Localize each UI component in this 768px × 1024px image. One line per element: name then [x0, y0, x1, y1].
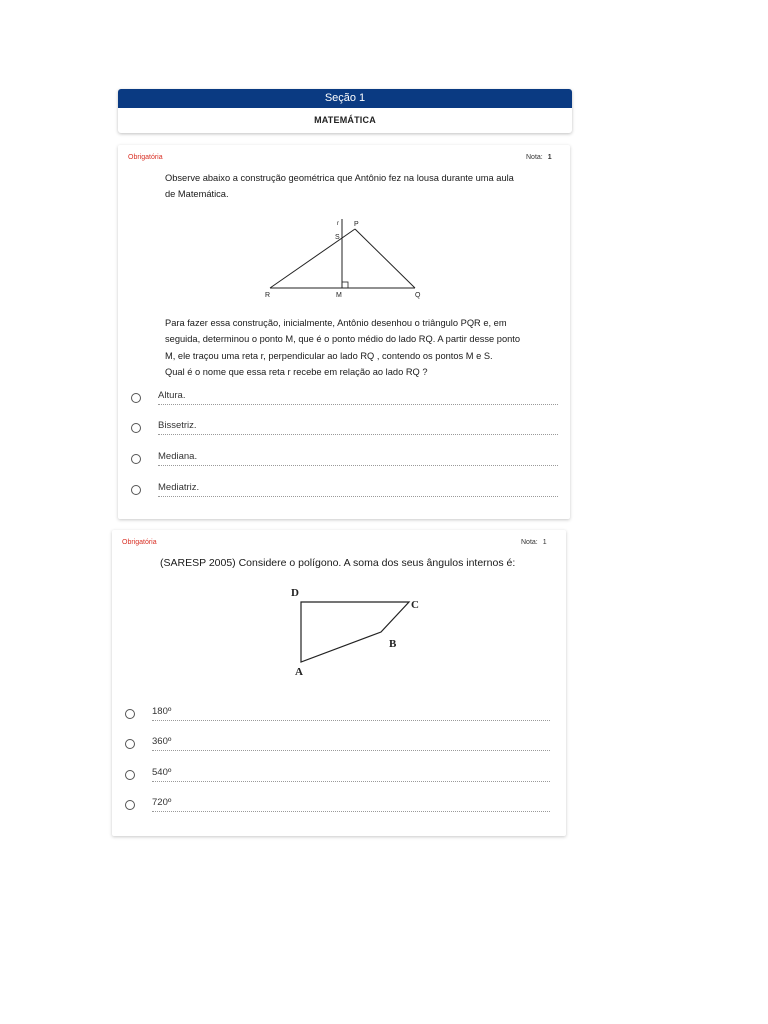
polygon-ABCD — [301, 602, 409, 662]
option-label: Bissetriz. — [158, 420, 197, 431]
question-body-line: M, ele traçou uma reta r, perpendicular ao lado RQ , contendo os pontos M e S. — [165, 350, 493, 361]
radio-button[interactable] — [131, 485, 141, 495]
right-angle-mark — [342, 282, 348, 288]
option-underline — [158, 465, 558, 466]
radio-button[interactable] — [131, 454, 141, 464]
question-text-line: Observe abaixo a construção geométrica que Antônio fez na lousa durante uma aula — [165, 173, 514, 183]
label-S: S — [335, 234, 340, 241]
option-label: 180º — [152, 706, 172, 717]
option-label: 540º — [152, 767, 172, 778]
radio-button[interactable] — [125, 770, 135, 780]
label-r: r — [337, 221, 339, 227]
label-B: B — [389, 638, 397, 650]
label-D: D — [291, 587, 299, 599]
option-underline — [152, 750, 550, 751]
option-label: 360º — [152, 736, 172, 747]
option-underline — [152, 720, 550, 721]
radio-button[interactable] — [131, 393, 141, 403]
question-text-line: de Matemática. — [165, 189, 229, 200]
question-card-1 — [118, 145, 570, 519]
question-body — [165, 315, 520, 380]
radio-button[interactable] — [125, 800, 135, 810]
option-underline — [158, 496, 558, 497]
polygon-figure — [287, 582, 427, 682]
option-underline — [152, 811, 550, 812]
radio-button[interactable] — [131, 423, 141, 433]
label-A: A — [295, 666, 303, 678]
score-label: Nota: — [521, 539, 538, 546]
option-label: 720º — [152, 797, 172, 808]
question-title: (SARESP 2005) Considere o polígono. A soma dos seus ângulos internos é: — [160, 557, 516, 569]
score-value: 1 — [547, 154, 552, 161]
question-body-line: Para fazer essa construção, inicialmente, Antônio desenhou o triângulo PQR e, em — [165, 318, 507, 328]
label-P: P — [354, 221, 359, 228]
label-Q: Q — [415, 292, 421, 299]
option-label: Mediatriz. — [158, 482, 200, 493]
section-subtitle: MATEMÁTICA — [314, 115, 376, 125]
required-label: Obrigatória — [122, 539, 157, 546]
question-body-line: Qual é o nome que essa reta r recebe em relação ao lado RQ ? — [165, 366, 428, 377]
score — [526, 154, 552, 161]
question-text — [165, 170, 514, 203]
question-body-line: seguida, determinou o ponto M, que é o ponto médio do lado RQ. A partir desse ponto — [165, 334, 521, 345]
radio-button[interactable] — [125, 709, 135, 719]
score-value: 1 — [542, 539, 547, 546]
option-label: Mediana. — [158, 451, 198, 462]
triangle-figure — [258, 215, 438, 305]
label-C: C — [411, 599, 419, 611]
option-label: Altura. — [158, 390, 186, 401]
required-label: Obrigatória — [128, 154, 163, 161]
label-M: M — [336, 292, 342, 299]
section-header — [118, 89, 572, 133]
question-card-2 — [112, 530, 566, 836]
option-underline — [158, 434, 558, 435]
option-underline — [152, 781, 550, 782]
score — [521, 539, 547, 546]
score-label: Nota: — [526, 154, 543, 161]
option-underline — [158, 404, 558, 405]
section-title: Seção 1 — [118, 89, 572, 108]
radio-button[interactable] — [125, 739, 135, 749]
segment-PQ — [355, 229, 415, 288]
label-R: R — [265, 292, 271, 299]
